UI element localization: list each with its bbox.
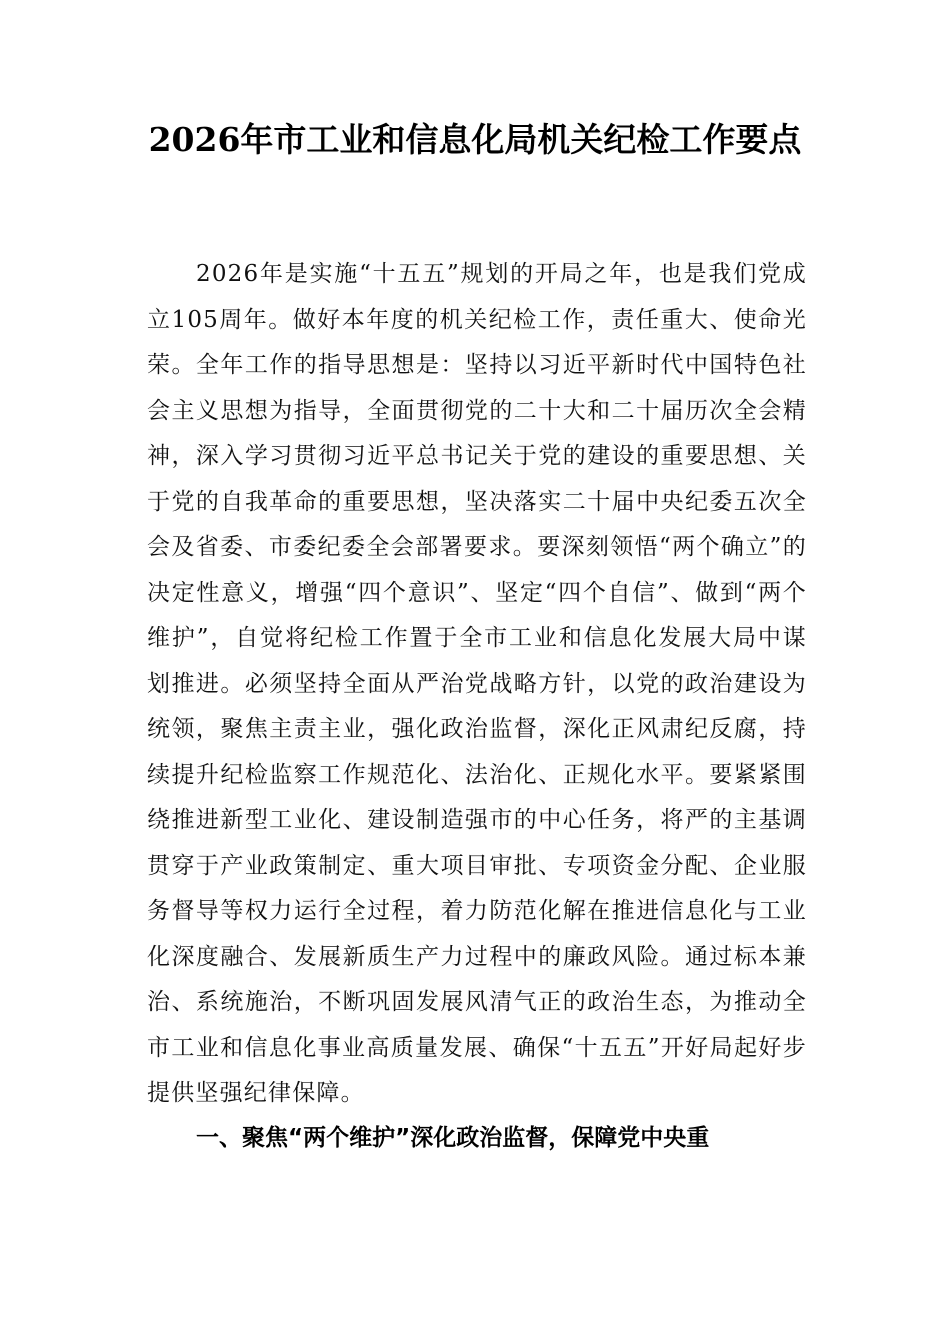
section-heading-1: 一、聚焦“两个维护”深化政治监督，保障党中央重 (196, 1125, 710, 1151)
document-title: 2026年市工业和信息化局机关纪检工作要点 (148, 120, 802, 159)
intro-paragraph: 2026年是实施“十五五”规划的开局之年，也是我们党成立105周年。做好本年度的机关纪检工作，责任重大、使命光荣。全年工作的指导思想是：坚持以习近平新时代中国特色社会主义思想为指导，全面贯彻党的二十大和二十届历次全会精神，深入学习贯彻习近平总书记关于党的建设的重要思想、关于党的自我革命的重要思想，坚决落实二十届中央纪委五次全会及省委、市委纪委全会部署要求。要深刻领悟“两个确立”的决定性意义，增强“四个意识”、坚定“四个自信”、做到“两个维护”，自觉将纪检工作置于全市工业和信息化发展大局中谋划推进。必须坚持全面从严治党战略方针，以党的政治建设为统领，聚焦主责主业，强化政治监督，深化正风肃纪反腐，持续提升纪检监察工作规范化、法治化、正规化水平。要紧紧围绕推进新型工业化、建设制造强市的中心任务，将严的主基调贯穿于产业政策制定、重大项目审批、专项资金分配、企业服务督导等权力运行全过程，着力防范化解在推进信息化与工业化深度融合、发展新质生产力过程中的廉政风险。通过标本兼治、系统施治，不断巩固发展风清气正的政治生态，为推动全市工业和信息化事业高质量发展、确保“十五五”开好局起好步提供坚强纪律保障。 (147, 261, 807, 1106)
